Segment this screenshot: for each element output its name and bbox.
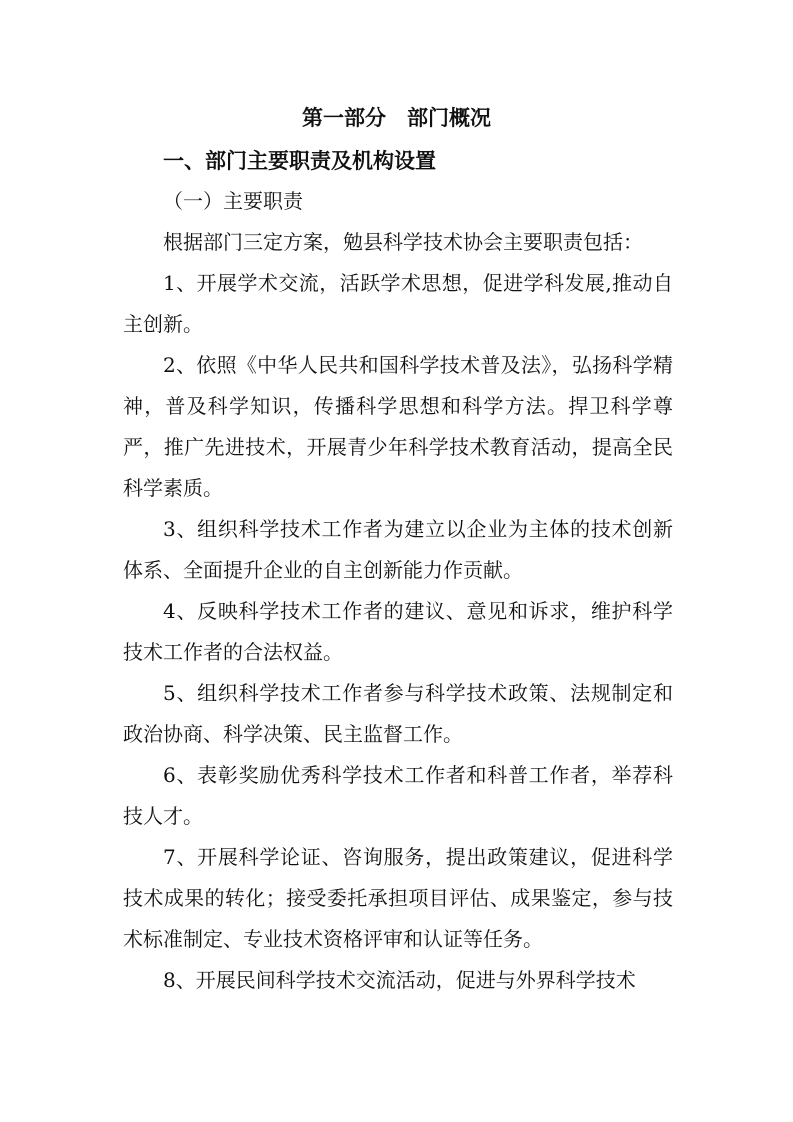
intro-paragraph: 根据部门三定方案，勉县科学技术协会主要职责包括： bbox=[163, 230, 643, 254]
duty-item-4: 4、反映科学技术工作者的建议、意见和诉求，维护科学技术工作者的合法权益。 bbox=[123, 599, 673, 664]
subsection-heading: （一）主要职责 bbox=[163, 189, 303, 213]
duty-item-7: 7、开展科学论证、咨询服务，提出政策建议，促进科学技术成果的转化；接受委托承担项目评估、成果鉴定，参与技术标准制定、专业技术资格评审和认证等任务。 bbox=[123, 845, 673, 951]
duty-item-1: 1、开展学术交流，活跃学术思想，促进学科发展,推动自主创新。 bbox=[123, 271, 673, 336]
duty-item-6: 6、表彰奖励优秀科学技术工作者和科普工作者，举荐科技人才。 bbox=[123, 763, 673, 828]
duty-item-8: 8、开展民间科学技术交流活动，促进与外界科学技术 bbox=[163, 968, 636, 992]
document-body bbox=[123, 222, 673, 1001]
duty-item-5: 5、组织科学技术工作者参与科学技术政策、法规制定和政治协商、科学决策、民主监督工作。 bbox=[123, 681, 673, 746]
page-title: 第一部分 部门概况 bbox=[302, 106, 491, 130]
section-heading: 一、部门主要职责及机构设置 bbox=[163, 149, 436, 173]
duty-item-3: 3、组织科学技术工作者为建立以企业为主体的技术创新体系、全面提升企业的自主创新能力作贡献。 bbox=[123, 517, 673, 582]
duty-item-2: 2、依照《中华人民共和国科学技术普及法》，弘扬科学精神，普及科学知识，传播科学思想和科学方法。捍卫科学尊严，推广先进技术，开展青少年科学技术教育活动，提高全民科学素质。 bbox=[123, 353, 673, 500]
